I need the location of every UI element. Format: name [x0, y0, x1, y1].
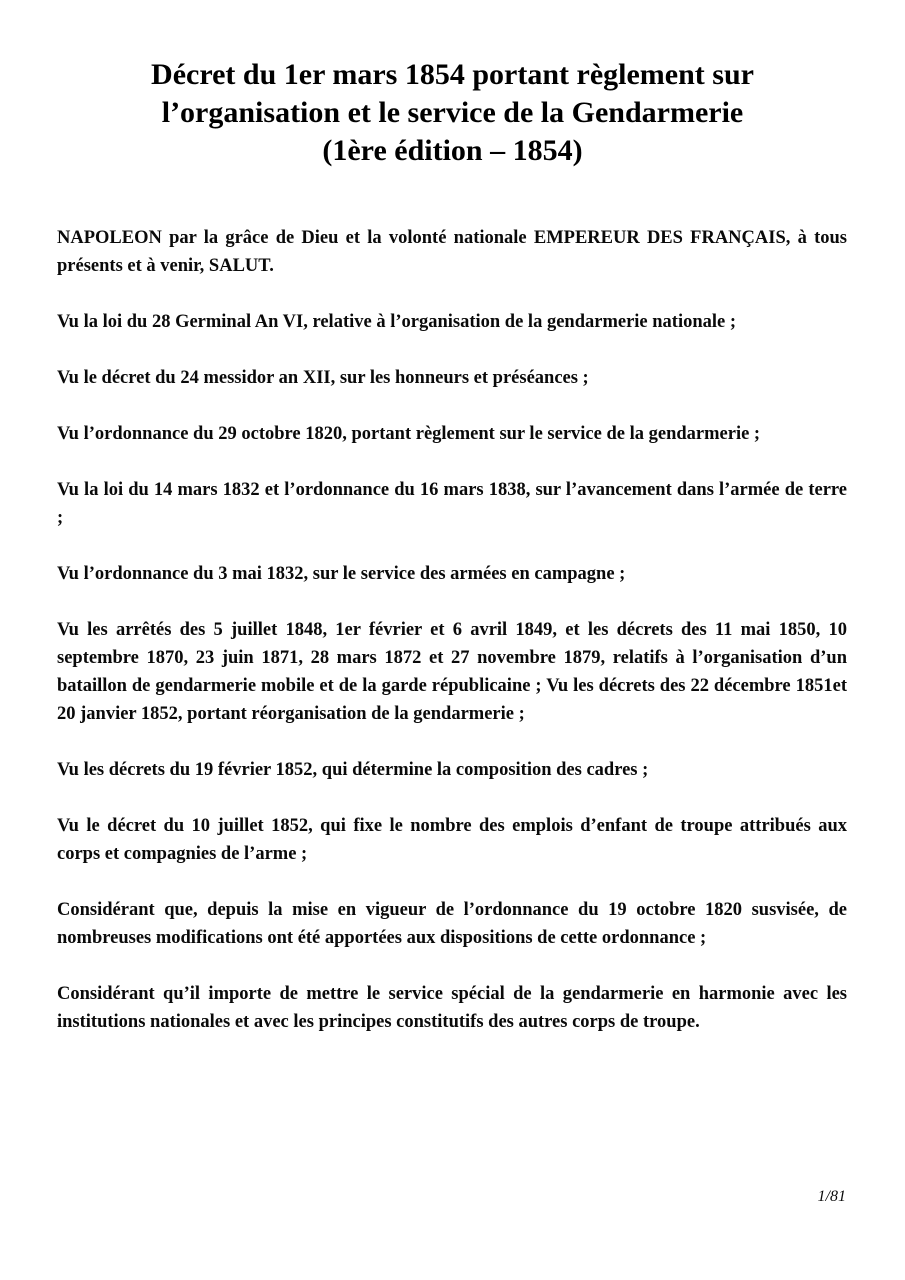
vu-clause-1: Vu la loi du 28 Germinal An VI, relative à l’organisation de la gendarmerie nationale ; — [57, 312, 737, 332]
vu-clause-7: Vu les décrets du 19 février 1852, qui détermine la composition des cadres ; — [57, 760, 649, 780]
preamble-paragraph: NAPOLEON par la grâce de Dieu et la volonté nationale EMPEREUR DES FRANÇAIS, à tous présents et à venir, SALUT. — [57, 228, 847, 276]
vu-clause-3: Vu l’ordonnance du 29 octobre 1820, portant règlement sur le service de la gendarmerie ; — [57, 424, 761, 444]
title-line-1: Décret du 1er mars 1854 portant règlement sur — [151, 58, 754, 91]
vu-clause-2: Vu le décret du 24 messidor an XII, sur les honneurs et préséances ; — [57, 368, 589, 388]
document-body — [0, 224, 905, 1036]
considerant-clause-2: Considérant qu’il importe de mettre le service spécial de la gendarmerie en harmonie avec les institutions nationales et avec les principes constitutifs des autres corps de troupe. — [57, 984, 847, 1032]
vu-clause-8: Vu le décret du 10 juillet 1852, qui fixe le nombre des emplois d’enfant de troupe attribués aux corps et compagnies de l’arme ; — [57, 816, 847, 864]
page-number: 1/81 — [817, 1188, 846, 1205]
considerant-clause-1: Considérant que, depuis la mise en vigueur de l’ordonnance du 19 octobre 1820 susvisée, de nombreuses modifications ont été apportées aux dispositions de cette ordonnance ; — [57, 900, 847, 948]
vu-clause-6: Vu les arrêtés des 5 juillet 1848, 1er février et 6 avril 1849, et les décrets des 11 mai 1850, 10 septembre 1870, 23 juin 1871, 28 mars 1872 et 27 novembre 1879, relatifs à l’organisation d’un bataillon de gendarmerie mobile et de la garde républicaine ; Vu les décrets des 22 décembre 1851et 20 janvier 1852, portant réorganisation de la gendarmerie ; — [57, 620, 847, 724]
vu-clause-5: Vu l’ordonnance du 3 mai 1832, sur le service des armées en campagne ; — [57, 564, 626, 584]
vu-clause-4: Vu la loi du 14 mars 1832 et l’ordonnance du 16 mars 1838, sur l’avancement dans l’armée de terre ; — [57, 480, 847, 528]
title-line-3: (1ère édition – 1854) — [322, 134, 583, 167]
title-line-2: l’organisation et le service de la Gendarmerie — [161, 96, 744, 129]
document-title — [70, 56, 835, 170]
